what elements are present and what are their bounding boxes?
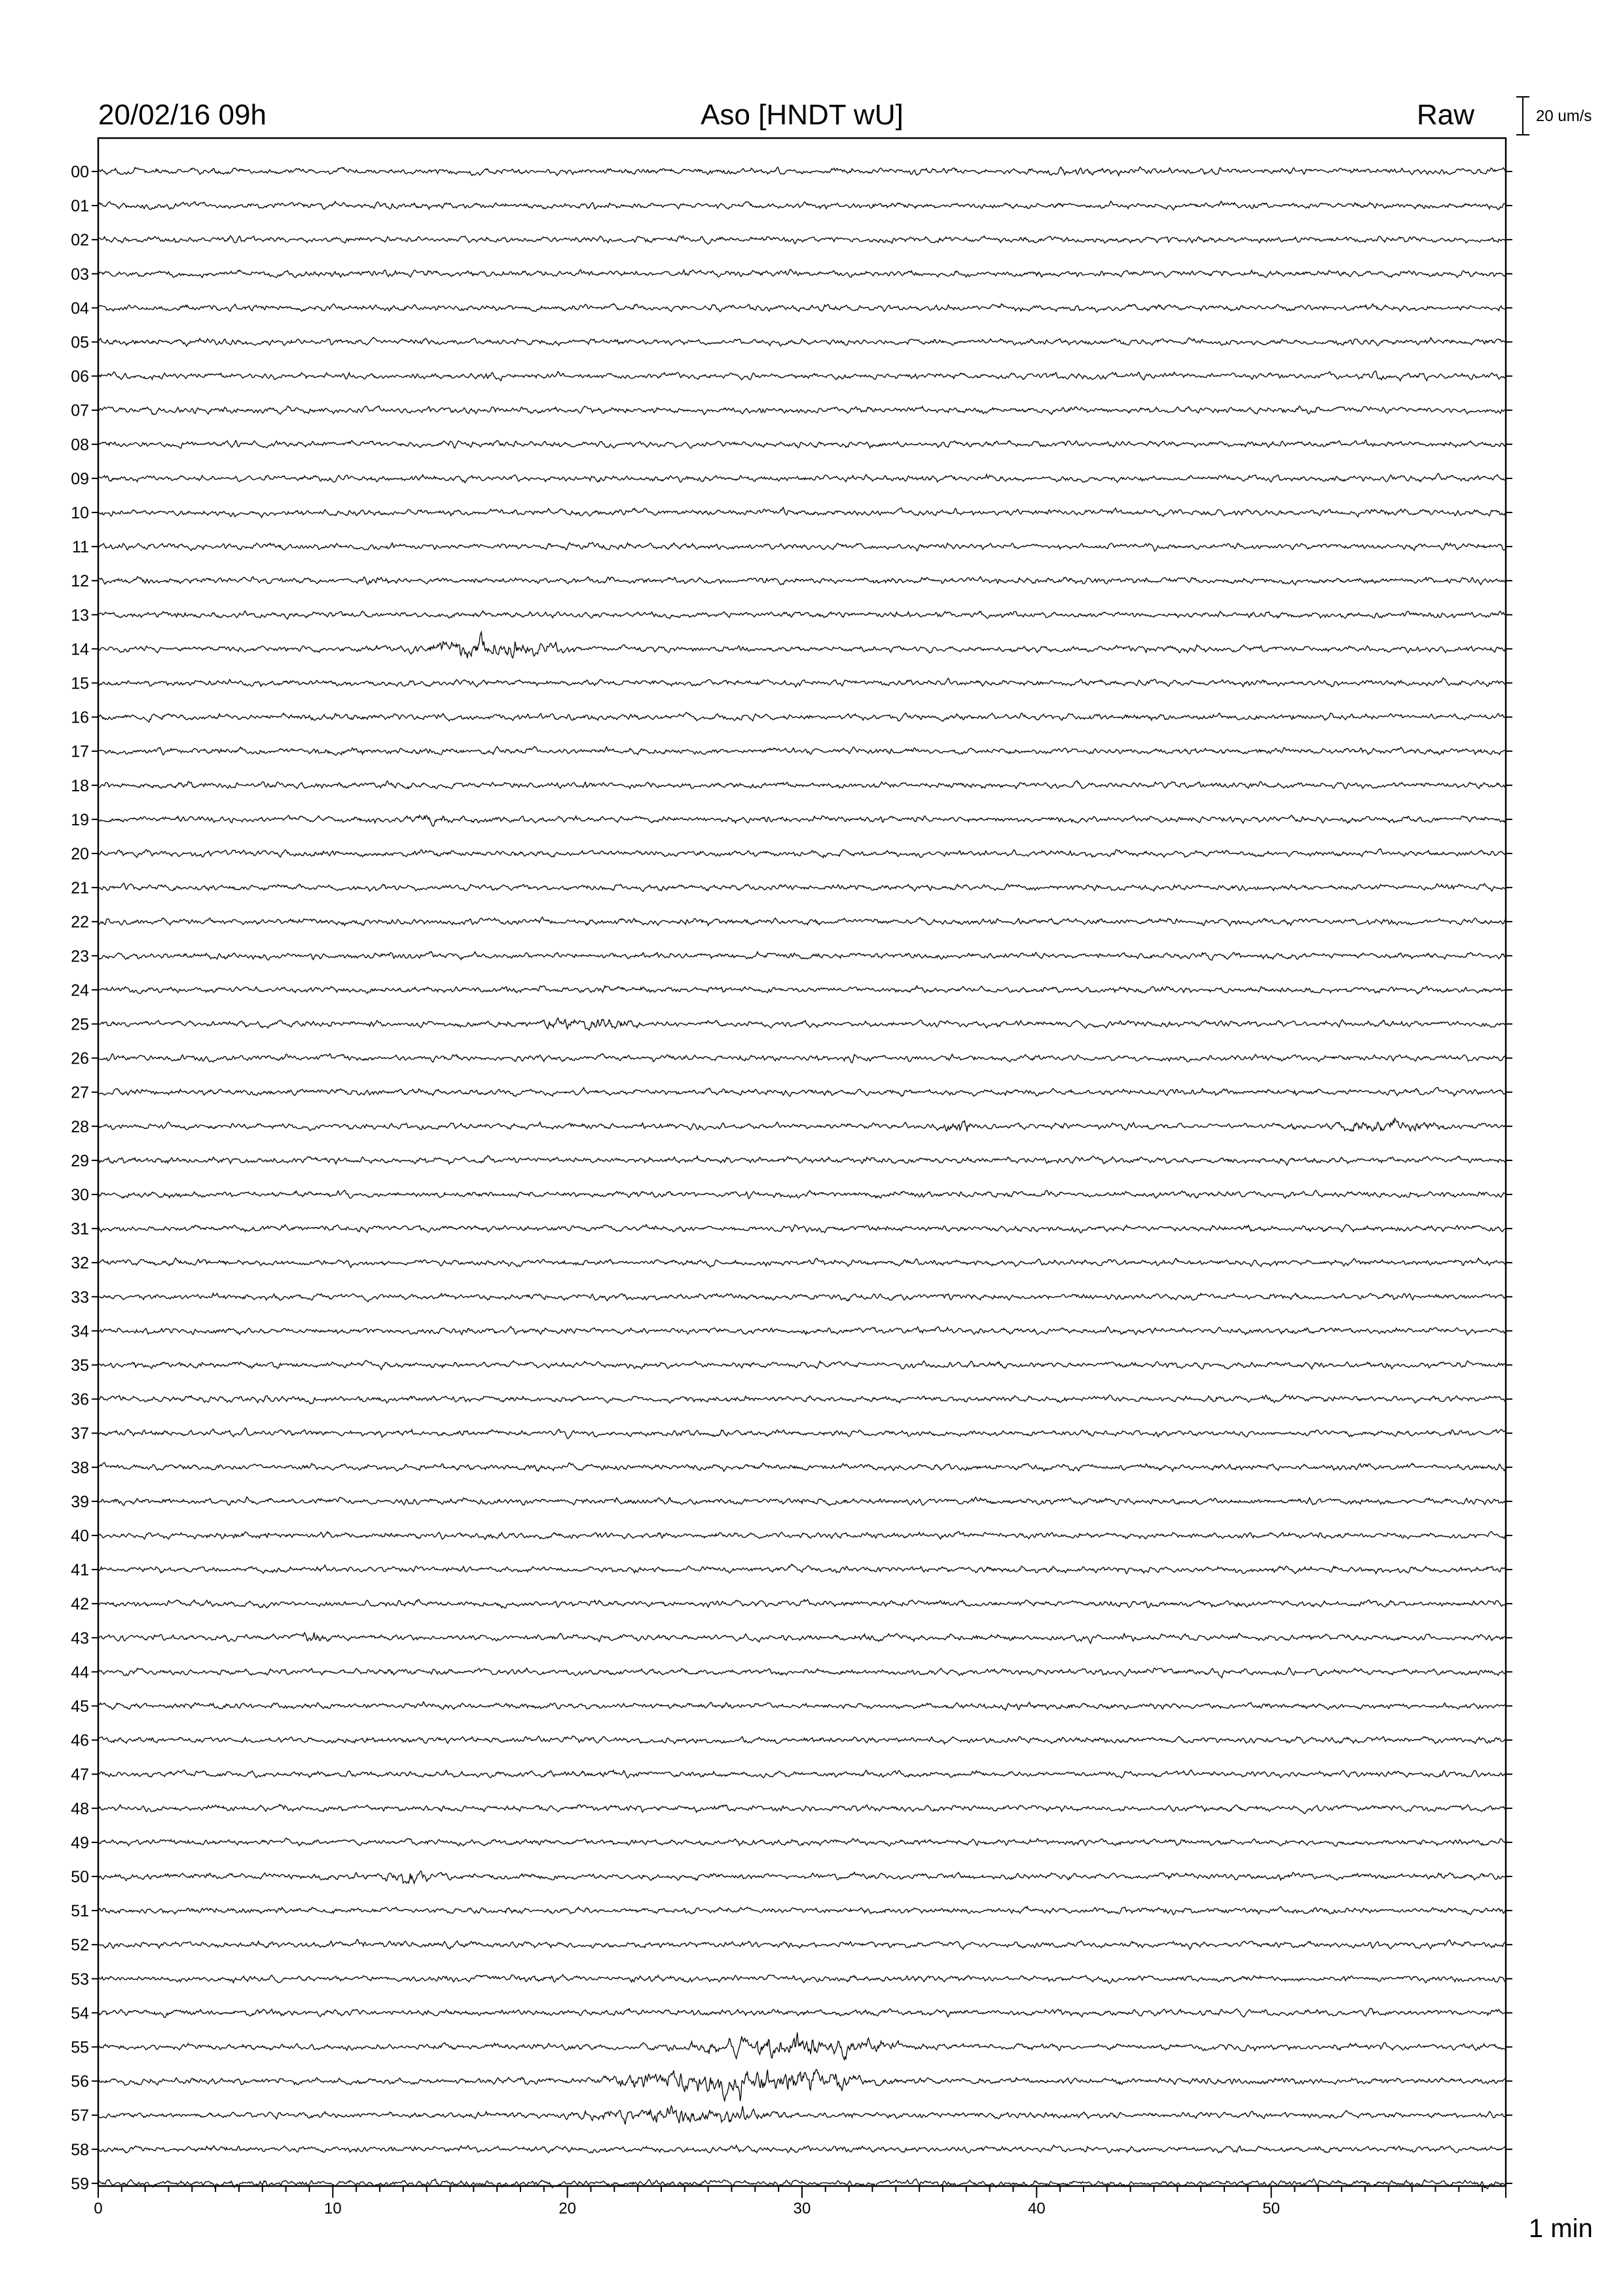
- trace-label-30: 30: [71, 1186, 89, 1204]
- trace-20: [98, 849, 1506, 858]
- trace-55: [98, 2032, 1506, 2060]
- trace-label-39: 39: [71, 1492, 89, 1511]
- trace-49: [98, 1839, 1506, 1847]
- trace-42: [98, 1600, 1506, 1608]
- trace-label-29: 29: [71, 1151, 89, 1170]
- x-axis-ticks: [94, 2186, 1506, 2217]
- trace-label-24: 24: [71, 981, 89, 1000]
- trace-label-02: 02: [71, 231, 89, 250]
- x-axis-label: 1 min: [1529, 2214, 1593, 2243]
- trace-label-04: 04: [71, 299, 89, 318]
- trace-label-20: 20: [71, 845, 89, 863]
- trace-33: [98, 1293, 1506, 1302]
- trace-05: [98, 338, 1506, 347]
- trace-label-55: 55: [71, 2038, 89, 2057]
- trace-45: [98, 1702, 1506, 1710]
- trace-label-42: 42: [71, 1595, 89, 1614]
- trace-label-46: 46: [71, 1731, 89, 1750]
- trace-35: [98, 1360, 1506, 1369]
- trace-00: [98, 167, 1506, 175]
- trace-label-00: 00: [71, 163, 89, 181]
- trace-label-58: 58: [71, 2140, 89, 2159]
- trace-40: [98, 1532, 1506, 1539]
- trace-label-23: 23: [71, 947, 89, 966]
- header-datetime: 20/02/16 09h: [98, 99, 266, 131]
- trace-41: [98, 1564, 1506, 1574]
- trace-34: [98, 1327, 1506, 1335]
- trace-36: [98, 1395, 1506, 1404]
- trace-label-34: 34: [71, 1322, 89, 1341]
- trace-label-08: 08: [71, 435, 89, 454]
- trace-label-14: 14: [71, 640, 89, 659]
- trace-label-33: 33: [71, 1288, 89, 1307]
- trace-46: [98, 1736, 1506, 1744]
- trace-label-17: 17: [71, 742, 89, 761]
- trace-label-13: 13: [71, 606, 89, 625]
- trace-label-group: [71, 163, 1512, 2193]
- trace-38: [98, 1463, 1506, 1472]
- x-tick-label: 30: [793, 2200, 811, 2217]
- trace-label-21: 21: [71, 879, 89, 898]
- trace-label-48: 48: [71, 1799, 89, 1818]
- trace-26: [98, 1054, 1506, 1063]
- trace-44: [98, 1668, 1506, 1678]
- trace-label-35: 35: [71, 1356, 89, 1375]
- trace-label-28: 28: [71, 1117, 89, 1136]
- trace-label-45: 45: [71, 1697, 89, 1716]
- trace-label-41: 41: [71, 1561, 89, 1580]
- trace-label-44: 44: [71, 1663, 89, 1682]
- trace-02: [98, 236, 1506, 244]
- trace-label-57: 57: [71, 2106, 89, 2125]
- trace-29: [98, 1156, 1506, 1166]
- trace-label-16: 16: [71, 708, 89, 727]
- trace-label-59: 59: [71, 2174, 89, 2193]
- trace-23: [98, 952, 1506, 960]
- trace-14: [98, 632, 1506, 658]
- trace-37: [98, 1428, 1506, 1439]
- scale-bar: [1516, 97, 1529, 135]
- x-tick-label: 20: [558, 2200, 577, 2217]
- trace-17: [98, 746, 1506, 755]
- trace-label-43: 43: [71, 1629, 89, 1648]
- trace-label-10: 10: [71, 504, 89, 522]
- trace-label-56: 56: [71, 2072, 89, 2091]
- trace-label-40: 40: [71, 1527, 89, 1545]
- trace-label-18: 18: [71, 776, 89, 795]
- trace-label-32: 32: [71, 1254, 89, 1273]
- trace-label-26: 26: [71, 1049, 89, 1068]
- trace-25: [98, 1018, 1506, 1030]
- scale-bar-label: 20 um/s: [1536, 107, 1592, 125]
- x-tick-label: 10: [323, 2200, 342, 2217]
- x-tick-label: 40: [1027, 2200, 1046, 2217]
- trace-58: [98, 2145, 1506, 2153]
- trace-label-52: 52: [71, 1936, 89, 1955]
- trace-56: [98, 2070, 1506, 2102]
- trace-label-01: 01: [71, 197, 89, 216]
- trace-label-15: 15: [71, 674, 89, 693]
- x-tick-label: 0: [94, 2200, 103, 2217]
- trace-12: [98, 577, 1506, 585]
- trace-31: [98, 1225, 1506, 1233]
- header-mode: Raw: [1416, 99, 1474, 131]
- trace-label-19: 19: [71, 810, 89, 829]
- trace-51: [98, 1907, 1506, 1915]
- trace-06: [98, 371, 1506, 381]
- trace-label-05: 05: [71, 333, 89, 352]
- trace-09: [98, 473, 1506, 482]
- trace-10: [98, 507, 1506, 518]
- trace-04: [98, 304, 1506, 312]
- trace-54: [98, 2008, 1506, 2017]
- trace-label-06: 06: [71, 367, 89, 386]
- trace-39: [98, 1497, 1506, 1505]
- trace-label-03: 03: [71, 265, 89, 284]
- trace-label-27: 27: [71, 1083, 89, 1102]
- trace-label-47: 47: [71, 1765, 89, 1784]
- trace-27: [98, 1087, 1506, 1096]
- trace-label-09: 09: [71, 469, 89, 488]
- trace-43: [98, 1632, 1506, 1643]
- trace-07: [98, 406, 1506, 414]
- trace-label-12: 12: [71, 572, 89, 591]
- trace-01: [98, 201, 1506, 210]
- trace-03: [98, 270, 1506, 278]
- trace-label-11: 11: [72, 538, 89, 557]
- trace-16: [98, 712, 1506, 722]
- trace-52: [98, 1939, 1506, 1949]
- x-tick-label: 50: [1262, 2200, 1281, 2217]
- trace-group: [98, 167, 1506, 2189]
- trace-21: [98, 883, 1506, 891]
- header-station-title: Aso [HNDT wU]: [701, 99, 903, 131]
- trace-24: [98, 986, 1506, 994]
- trace-30: [98, 1191, 1506, 1199]
- trace-47: [98, 1770, 1506, 1778]
- trace-label-22: 22: [71, 913, 89, 932]
- trace-label-37: 37: [71, 1424, 89, 1443]
- trace-label-38: 38: [71, 1458, 89, 1477]
- trace-18: [98, 781, 1506, 789]
- trace-19: [98, 816, 1506, 827]
- trace-label-25: 25: [71, 1015, 89, 1034]
- trace-label-36: 36: [71, 1390, 89, 1409]
- trace-28: [98, 1119, 1506, 1132]
- trace-label-07: 07: [71, 401, 89, 420]
- trace-label-49: 49: [71, 1833, 89, 1852]
- trace-48: [98, 1804, 1506, 1814]
- trace-label-31: 31: [71, 1220, 89, 1239]
- trace-22: [98, 917, 1506, 925]
- trace-13: [98, 611, 1506, 619]
- trace-32: [98, 1258, 1506, 1268]
- trace-15: [98, 678, 1506, 687]
- trace-50: [98, 1871, 1506, 1884]
- trace-11: [98, 543, 1506, 552]
- trace-57: [98, 2106, 1506, 2125]
- trace-08: [98, 440, 1506, 448]
- trace-label-50: 50: [71, 1868, 89, 1886]
- trace-label-53: 53: [71, 1970, 89, 1989]
- trace-53: [98, 1975, 1506, 1983]
- trace-label-54: 54: [71, 2004, 89, 2023]
- trace-label-51: 51: [71, 1902, 89, 1921]
